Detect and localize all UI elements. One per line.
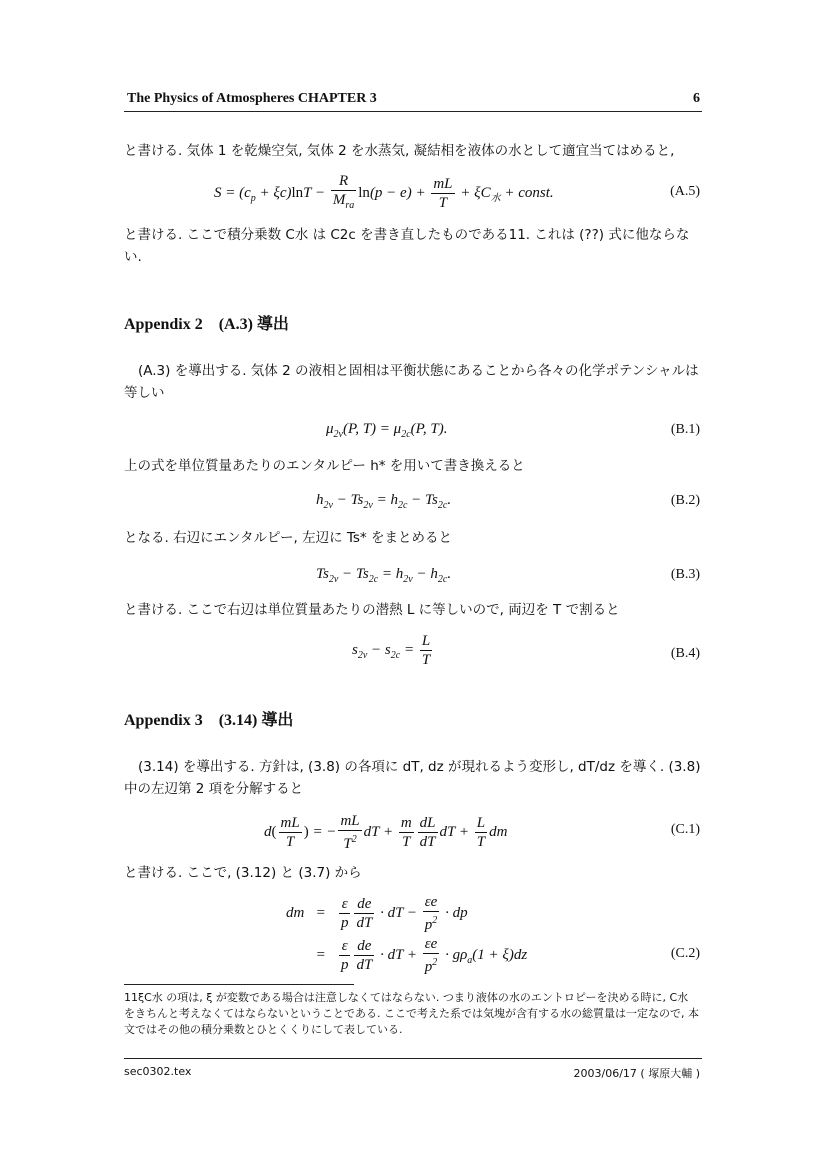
paragraph-appendix-2: (A.3) を導出する. 気体 2 の液相と固相は平衡状態にあることから各々の化学ポテンシャルは等しい <box>124 363 699 401</box>
running-header-title: The Physics of Atmospheres CHAPTER 3 <box>127 91 377 106</box>
appendix-3-heading: Appendix 3 (3.14) 導出 <box>124 712 294 729</box>
equation-b3-number: (B.3) <box>670 567 700 582</box>
equation-a5-number: (A.5) <box>670 184 700 199</box>
paragraph-substitute: と書ける. ここで, (3.12) と (3.7) から <box>124 865 362 881</box>
footer-rule <box>124 1058 702 1059</box>
paragraph-latent-heat: と書ける. ここで右辺は単位質量あたりの潜熱 L に等しいので, 両辺を T で割ると <box>124 602 620 618</box>
header-rule <box>124 111 702 112</box>
equation-b3: $Ts_{2v} - Ts_{2c} = h_{2v} - h_{2c}$. <box>316 566 452 585</box>
equation-b4-number: (B.4) <box>670 646 700 661</box>
footnote-11: 11ξC水 の項は, ξ が変数である場合は注意しなくてはならない. つまり液体の水のエントロピーを決める時に, C水 をきちんと考えなくてはならないということである. ここで考えた系では気塊が含有する水の総質量は一定なので, 本文ではその他の積分乗数とひとくくりにして表している. <box>124 991 699 1036</box>
footer-filename: sec0302.tex <box>124 1065 192 1078</box>
equation-c2-line2: = $\frac{\varepsilon}{p}$ $\frac{de}{dT}$ · dT + $\frac{\varepsilon e}{p^2}$ · $g\rho_a(1 + \xi)dz$ <box>304 936 528 975</box>
paragraph-intro: と書ける. 気体 1 を乾燥空気, 気体 2 を水蒸気, 凝結相を液体の水として適宜当てはめると, <box>124 143 675 159</box>
paragraph-appendix-3: (3.14) を導出する. 方針は, (3.8) の各項に dT, dz が現れるよう変形し, dT/dz を導く. (3.8) 中の左辺第 2 項を分解すると <box>124 759 701 797</box>
paragraph-rearrange: となる. 右辺にエンタルピー, 左辺に Ts* をまとめると <box>124 530 452 546</box>
appendix-2-heading: Appendix 2 (A.3) 導出 <box>124 316 289 333</box>
equation-c2-number: (C.2) <box>670 946 700 961</box>
equation-b2: $h_{2v} - Ts_{2v} = h_{2c} - Ts_{2c}$. <box>316 492 452 511</box>
equation-c1: d( $\frac{mL}{T}$ ) = − $\frac{mL}{T^2}$ dT + $\frac{m}{T}$ $\frac{dL}{dT}$ dT + $\frac{L}{T}$ dm <box>264 813 508 852</box>
equation-b2-number: (B.2) <box>670 493 700 508</box>
equation-b1: $\mu_{2v}(P$, $T) = \mu_{2c}(P$, T). <box>326 421 448 440</box>
equation-a5: $S = (c_p + \xi c)\ln T$ − $\frac{R}{M_{ra}}$ ln(p − e) + $\frac{mL}{T}$ + $\xi C_水$ + const. <box>214 173 554 211</box>
footer-date-author: 2003/06/17 ( 塚原大輔 ) <box>573 1067 700 1080</box>
equation-b4: $s_{2v} - s_{2c}$ = $\frac{L}{T}$ <box>352 633 431 668</box>
equation-c1-number: (C.1) <box>670 822 700 837</box>
equation-c2-line1: dm = $\frac{\varepsilon}{p}$ $\frac{de}{dT}$ · dT − $\frac{\varepsilon e}{p^2}$ · dp <box>286 894 468 933</box>
paragraph-after-a5: と書ける. ここで積分乗数 C水 は C2c を書き直したものである11. これは (??) 式に他ならない. <box>124 227 690 265</box>
paragraph-enthalpy: 上の式を単位質量あたりのエンタルピー h* を用いて書き換えると <box>124 458 525 474</box>
equation-b1-number: (B.1) <box>670 422 700 437</box>
page-number: 6 <box>693 91 700 106</box>
footnote-rule <box>124 984 354 985</box>
